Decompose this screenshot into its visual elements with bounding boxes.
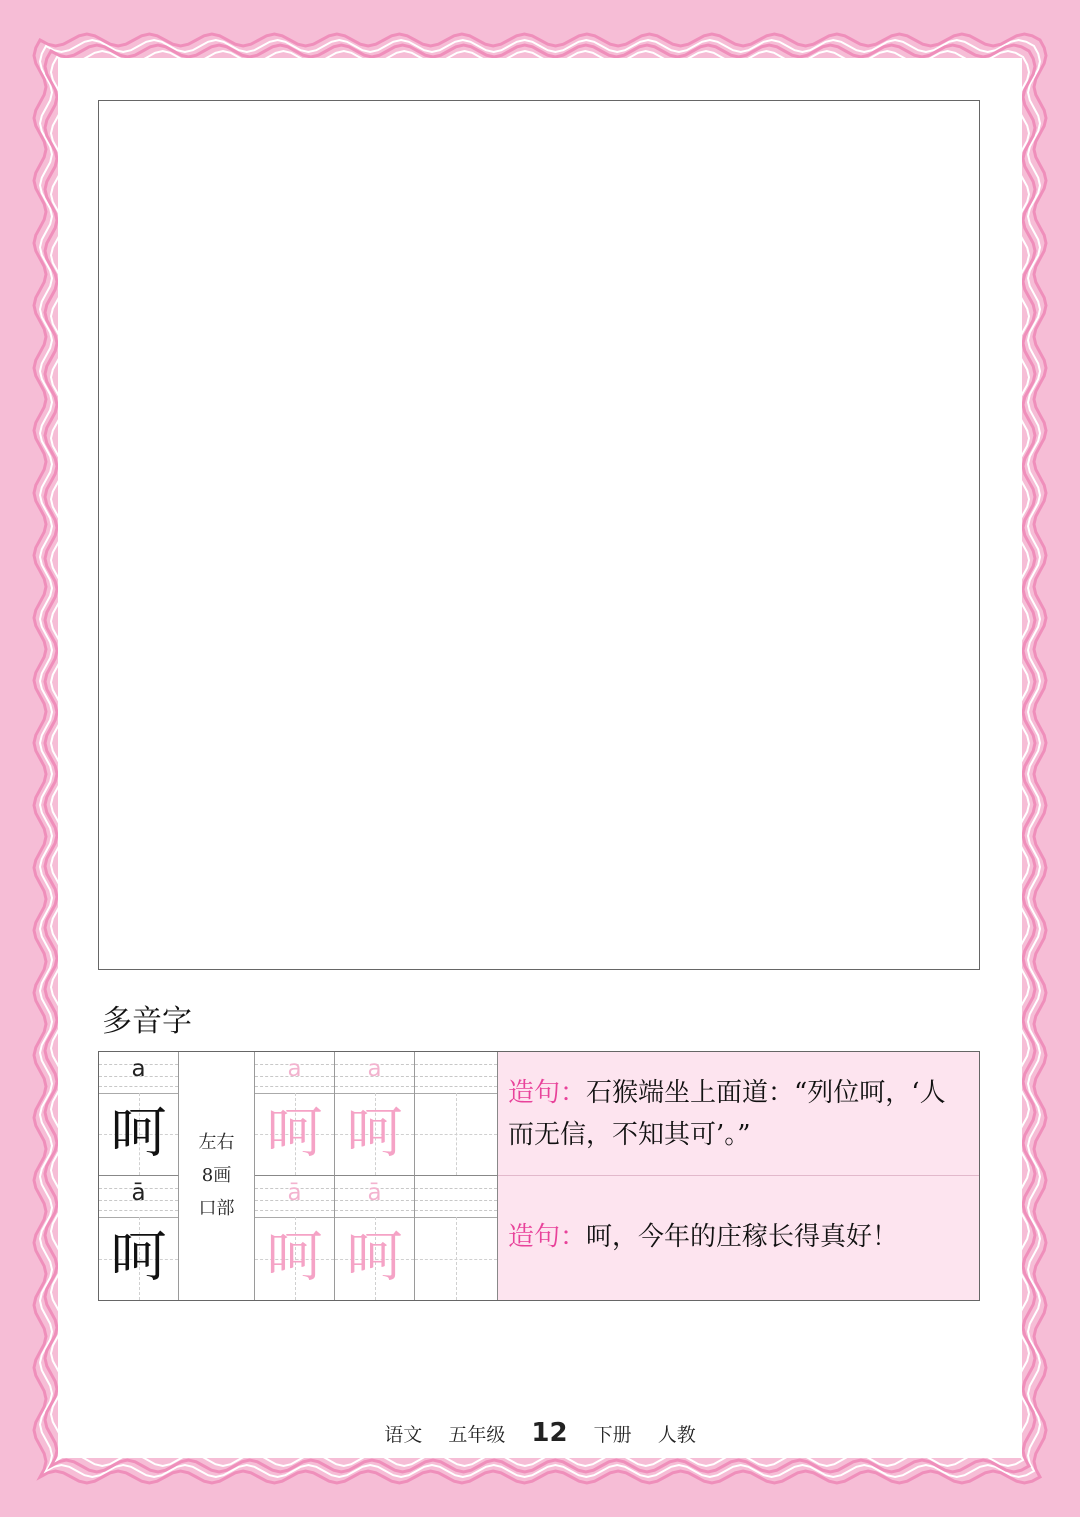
- model-character-cell: [99, 1176, 179, 1300]
- footer-grade: 五年级: [448, 1424, 506, 1446]
- tian-grid: [415, 1093, 497, 1175]
- page-number: 12: [531, 1418, 568, 1448]
- pinyin-lines: [415, 1052, 497, 1094]
- section-title: 多音字: [102, 1004, 192, 1039]
- guide-line: [415, 1086, 497, 1087]
- pinyin: a: [131, 1056, 146, 1082]
- character-info: [179, 1126, 254, 1225]
- pinyin-trace: a: [287, 1056, 302, 1082]
- sentence-label: 造句：: [508, 1222, 587, 1252]
- sentence-label: 造句：: [508, 1078, 587, 1108]
- guide-line: [415, 1064, 497, 1065]
- sentence-text: [508, 1216, 971, 1258]
- pinyin-lines: [415, 1176, 497, 1218]
- pinyin-trace: a: [367, 1056, 382, 1082]
- guide-line: [456, 1093, 457, 1175]
- guide-line: [415, 1076, 497, 1077]
- sentence-body: 石猴端坐上面道：“列位呵，‘人而无信，不知其可’。”: [508, 1078, 946, 1150]
- trace-cell: [255, 1176, 335, 1300]
- trace-character: 呵: [346, 1225, 403, 1290]
- footer-edition: 人教: [657, 1424, 696, 1446]
- guide-line: [456, 1217, 457, 1300]
- footer-volume: 下册: [593, 1424, 632, 1446]
- guide-line: [335, 1210, 414, 1211]
- blank-practice-cell: [415, 1052, 497, 1176]
- trace-character: 呵: [346, 1101, 403, 1166]
- sentence-text: [508, 1072, 971, 1156]
- pinyin-trace: ā: [287, 1180, 302, 1206]
- polyphone-sentences: [497, 1052, 979, 1300]
- guide-line: [415, 1210, 497, 1211]
- pinyin-trace: ā: [367, 1180, 382, 1206]
- trace-cell: [335, 1176, 415, 1300]
- trace-character: 呵: [266, 1225, 323, 1290]
- blank-practice-cell: [415, 1176, 497, 1300]
- model-character: 呵: [110, 1225, 167, 1290]
- pinyin: ā: [131, 1180, 146, 1206]
- guide-line: [415, 1188, 497, 1189]
- sentence-row: [498, 1052, 979, 1176]
- model-character-cell: [99, 1052, 179, 1176]
- info-radical: 口部: [198, 1198, 235, 1219]
- writing-practice-grid: [98, 100, 980, 970]
- footer-subject: 语文: [384, 1424, 423, 1446]
- tian-grid: [415, 1217, 497, 1300]
- page-footer: [0, 1418, 1080, 1448]
- sentence-body: 呵，今年的庄稼长得真好！: [586, 1222, 899, 1252]
- trace-cell: [335, 1052, 415, 1176]
- trace-cell: [255, 1052, 335, 1176]
- guide-line: [99, 1086, 178, 1087]
- sentence-row: [498, 1176, 979, 1299]
- trace-character: 呵: [266, 1101, 323, 1166]
- info-strokes: 8画: [201, 1165, 232, 1186]
- guide-line: [255, 1086, 334, 1087]
- polyphone-table: [98, 1051, 980, 1301]
- polyphone-practice-area: [99, 1052, 497, 1300]
- polyphone-info-cell: [179, 1052, 255, 1300]
- guide-line: [335, 1086, 414, 1087]
- info-structure: 左右: [198, 1132, 235, 1153]
- model-character: 呵: [110, 1101, 167, 1166]
- guide-line: [99, 1210, 178, 1211]
- guide-line: [255, 1210, 334, 1211]
- guide-line: [415, 1200, 497, 1201]
